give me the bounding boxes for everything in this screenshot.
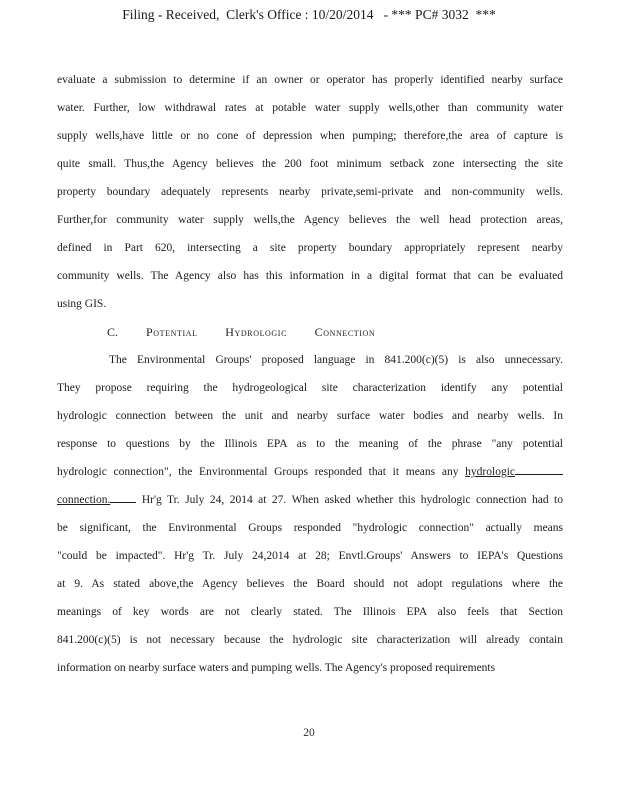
text-line: supply wells,have little or no cone of depression when pumping; therefore,the area of capture is <box>57 130 563 142</box>
text-line: hydrologic connection between the unit and nearby surface water bodies and nearby wells. In <box>57 410 563 422</box>
text-line: community wells. The Agency also has this information in a digital format that can be evaluated <box>57 270 563 282</box>
text-line: using GIS. <box>57 298 107 310</box>
underlined-phrase: connection. <box>57 494 111 506</box>
text-line: be significant, the Environmental Groups responded "hydrologic connection" actually means <box>57 522 563 534</box>
underline-extension <box>110 493 136 503</box>
underlined-phrase: hydrologic <box>465 466 515 478</box>
text-line: "could be impacted". Hr'g Tr. July 24,2014 at 28; Envtl.Groups' Answers to IEPA's Questions <box>57 550 563 562</box>
filing-header: Filing - Received, Clerk's Office : 10/20/2014 - *** PC# 3032 *** <box>122 7 496 22</box>
text-line: Further,for community water supply wells,the Agency believes the well head protection areas, <box>57 214 563 226</box>
body-text <box>57 66 563 682</box>
text-line <box>57 458 563 486</box>
text-line: water. Further, low withdrawal rates at potable water supply wells,other than community water <box>57 102 563 114</box>
text-line: evaluate a submission to determine if an owner or operator has properly identified nearby surface <box>57 74 563 86</box>
text-line: The Environmental Groups' proposed language in 841.200(c)(5) is also unnecessary. <box>109 354 563 366</box>
underline-extension <box>515 465 563 475</box>
text-line: response to questions by the Illinois EPA as to the meaning of the phrase "any potential <box>57 438 563 450</box>
section-title: Potential Hydrologic Connection <box>146 325 376 339</box>
text-line: They propose requiring the hydrogeological site characterization identify any potential <box>57 382 563 394</box>
section-heading <box>57 318 563 346</box>
page-number-footer: 20 <box>303 727 315 739</box>
text-line: information on nearby surface waters and pumping wells. The Agency's proposed requirements <box>57 662 496 674</box>
text-line: at 9. As stated above,the Agency believes the Board should not adopt regulations where the <box>57 578 563 590</box>
text-segment: hydrologic connection", the Environmental Groups responded that it means any <box>57 466 459 478</box>
text-line: 841.200(c)(5) is not necessary because the hydrologic site characterization will already contain <box>57 634 563 646</box>
text-segment: Hr'g Tr. July 24, 2014 at 27. When asked whether this hydrologic connection had to <box>141 494 563 506</box>
text-line: property boundary adequately represents nearby private,semi-private and non-community wells. <box>57 186 563 198</box>
text-line <box>57 486 563 514</box>
text-line: quite small. Thus,the Agency believes the 200 foot minimum setback zone intersecting the site <box>57 158 563 170</box>
text-line: defined in Part 620, intersecting a site property boundary appropriately represent nearby <box>57 242 563 254</box>
text-line: meanings of key words are not clearly stated. The Illinois EPA also feels that Section <box>57 606 563 618</box>
section-number: C. <box>107 325 119 339</box>
